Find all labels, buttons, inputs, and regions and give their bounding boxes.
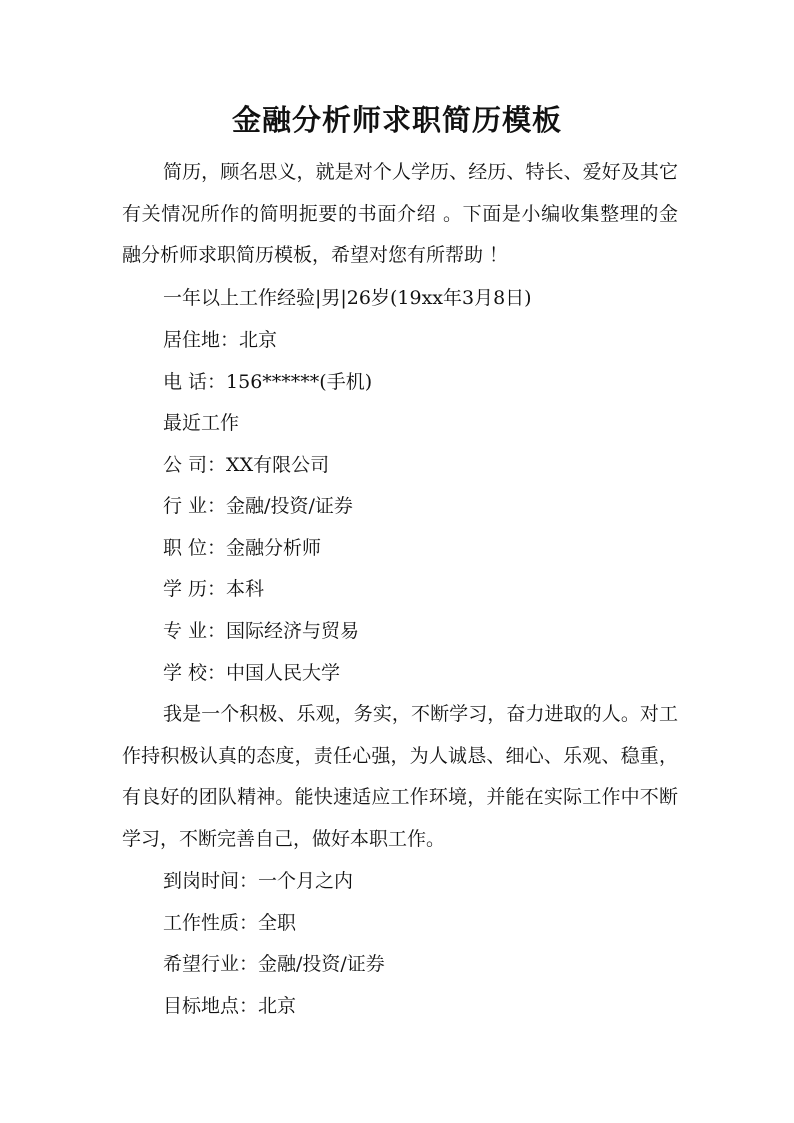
education-line: 学 历：本科 — [163, 578, 265, 600]
job-type-line: 工作性质：全职 — [163, 912, 297, 934]
major-line: 专 业：国际经济与贸易 — [163, 620, 360, 642]
desired-industry-line: 希望行业：金融/投资/证券 — [163, 953, 385, 975]
self-evaluation-paragraph: 我是一个积极、乐观，务实，不断学习，奋力进取的人。对工作持积极认真的态度，责任心强，为人诚恳、细心、乐观、稳重，有良好的团队精神。能快速适应工作环境，并能在实际工作中不断学习，不断完善自己，做好本职工作。 — [122, 703, 678, 851]
arrival-time-line: 到岗时间：一个月之内 — [163, 870, 354, 892]
position-line: 职 位：金融分析师 — [163, 537, 322, 559]
target-location-line: 目标地点：北京 — [163, 995, 297, 1017]
document-title: 金融分析师求职简历模板 — [231, 103, 562, 137]
company-line: 公 司：XX有限公司 — [163, 454, 330, 476]
school-line: 学 校：中国人民大学 — [163, 662, 341, 684]
intro-paragraph: 简历，顾名思义，就是对个人学历、经历、特长、爱好及其它有关情况所作的简明扼要的书面介绍 。下面是小编收集整理的金融分析师求职简历模板，希望对您有所帮助 ！ — [122, 161, 678, 267]
phone-line: 电 话：156******(手机) — [163, 371, 373, 393]
industry-line: 行 业：金融/投资/证券 — [163, 495, 353, 517]
recent-work-heading: 最近工作 — [163, 412, 240, 434]
summary-line: 一年以上工作经验|男|26岁(19xx年3月8日) — [163, 287, 532, 309]
residence-line: 居住地：北京 — [163, 329, 278, 351]
